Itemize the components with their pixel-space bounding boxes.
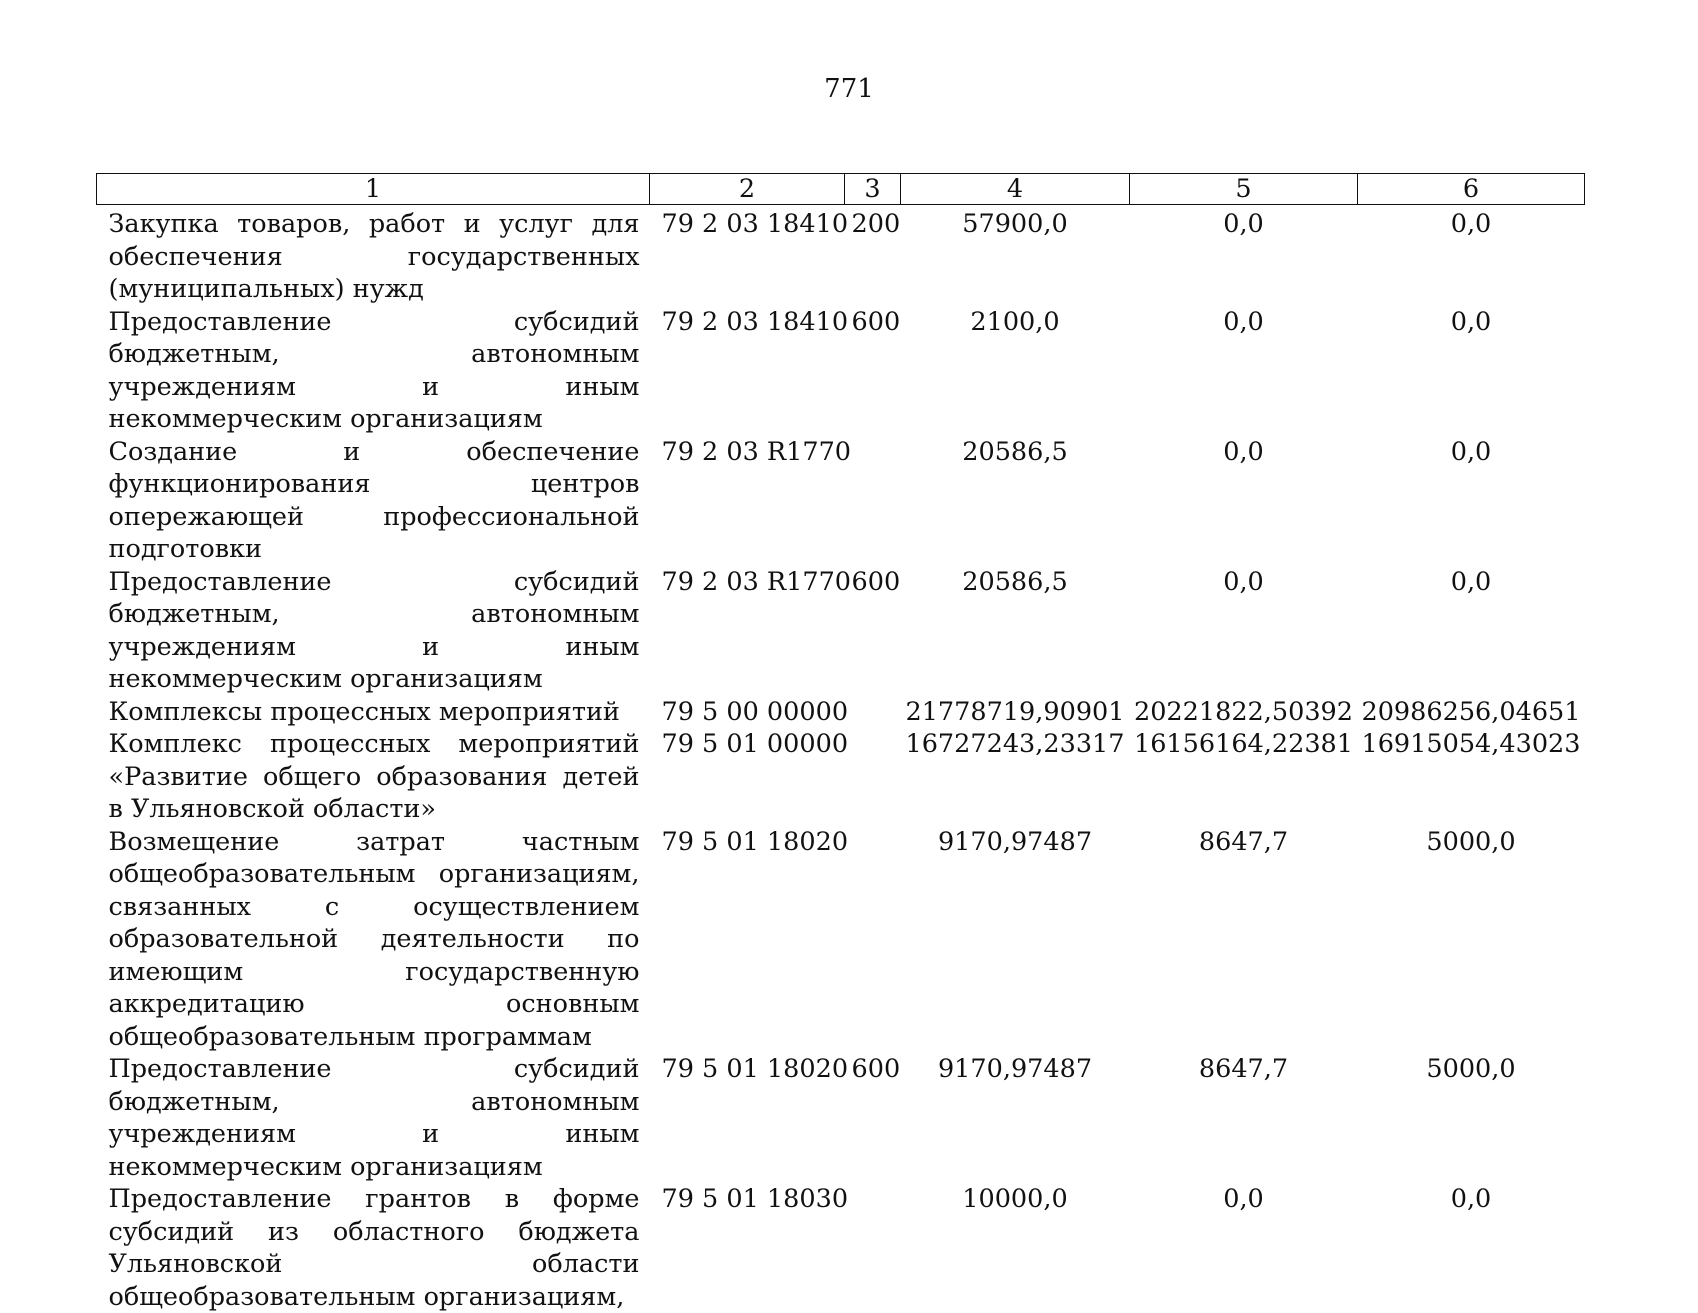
row-code: 79 2 03 R1770	[661, 566, 852, 597]
row-value-4: 2100,0	[970, 306, 1060, 337]
row-description: Комплексы процессных мероприятий	[108, 696, 620, 727]
row-value-4: 9170,97487	[937, 826, 1093, 857]
row-value-5: 0,0	[1223, 566, 1264, 597]
row-value-6: 16915054,43023	[1361, 729, 1581, 759]
table-row	[97, 205, 1585, 306]
row-value-5: 0,0	[1223, 436, 1264, 467]
page-number: 771	[824, 74, 874, 104]
row-vr: 600	[851, 566, 901, 597]
table-row	[97, 436, 1585, 566]
row-value-5: 0,0	[1223, 306, 1264, 337]
table-row	[97, 1183, 1585, 1313]
header-col-6: 6	[1358, 174, 1585, 205]
header-col-2: 2	[650, 174, 845, 205]
row-description: Предоставление грантов в форме субсидий из областного бюджета Ульяновской области общеобразовательным организациям,	[108, 1184, 640, 1312]
row-value-5: 20221822,50392	[1133, 696, 1354, 727]
row-value-6: 0,0	[1450, 436, 1492, 467]
row-vr	[845, 728, 901, 826]
header-col-5: 5	[1130, 174, 1358, 205]
row-value-4: 21778719,90901	[905, 696, 1125, 727]
table-row	[97, 728, 1585, 826]
table-row	[97, 306, 1585, 436]
table-row	[97, 696, 1585, 729]
row-value-6: 0,0	[1450, 209, 1492, 239]
row-value-5: 0,0	[1223, 209, 1264, 239]
row-value-6: 5000,0	[1426, 826, 1516, 857]
table-header-row	[97, 174, 1585, 205]
row-value-5: 8647,7	[1198, 1054, 1289, 1084]
row-value-5: 0,0	[1223, 1184, 1264, 1214]
header-col-1: 1	[97, 174, 650, 205]
row-vr	[845, 696, 901, 729]
budget-table	[96, 173, 1585, 1313]
row-value-6: 0,0	[1450, 1184, 1492, 1214]
row-value-4: 20586,5	[962, 566, 1068, 597]
row-code: 79 5 01 18020	[661, 1054, 849, 1084]
row-code: 79 5 01 00000	[661, 729, 849, 759]
row-value-5: 16156164,22381	[1133, 729, 1354, 759]
row-code: 79 2 03 R1770	[661, 436, 852, 467]
row-description: Комплекс процессных мероприятий «Развитие общего образования детей в Ульяновской области»	[108, 729, 640, 824]
row-value-4: 16727243,23317	[905, 729, 1125, 759]
row-value-4: 9170,97487	[937, 1054, 1093, 1084]
row-code: 79 5 01 18020	[661, 826, 849, 857]
table-row	[97, 826, 1585, 1054]
row-value-6: 0,0	[1450, 306, 1492, 337]
row-code: 79 2 03 18410	[661, 209, 849, 239]
row-value-6: 20986256,04651	[1361, 696, 1581, 727]
row-vr	[845, 826, 901, 1054]
row-vr: 600	[851, 1054, 901, 1084]
row-description: Предоставление субсидий бюджетным, автономным учреждениям и иным некоммерческим организациям	[108, 306, 640, 434]
row-vr: 200	[851, 209, 901, 239]
row-description: Закупка товаров, работ и услуг для обеспечения государственных (муниципальных) нужд	[108, 209, 640, 304]
row-description: Предоставление субсидий бюджетным, автономным учреждениям и иным некоммерческим организациям	[108, 1054, 640, 1182]
row-vr: 600	[851, 306, 901, 337]
header-col-3: 3	[845, 174, 901, 205]
row-code: 79 2 03 18410	[661, 306, 849, 337]
table-row	[97, 1053, 1585, 1183]
row-vr	[845, 1183, 901, 1313]
row-value-6: 0,0	[1450, 566, 1492, 597]
row-code: 79 5 01 18030	[661, 1184, 849, 1214]
row-description: Создание и обеспечение функционирования центров опережающей профессиональной подготовки	[108, 436, 640, 564]
row-vr	[845, 436, 901, 566]
row-value-6: 5000,0	[1426, 1054, 1516, 1084]
row-value-5: 8647,7	[1198, 826, 1289, 857]
row-value-4: 10000,0	[962, 1184, 1068, 1214]
row-value-4: 57900,0	[962, 209, 1068, 239]
row-code: 79 5 00 00000	[661, 696, 849, 727]
row-description: Предоставление субсидий бюджетным, автономным учреждениям и иным некоммерческим организациям	[108, 566, 640, 694]
header-col-4: 4	[901, 174, 1130, 205]
row-description: Возмещение затрат частным общеобразовательным организациям, связанных с осуществлением образовательной деятельности по имеющим государственную аккредитацию основным общеобразовательным программам	[108, 826, 640, 1052]
row-value-4: 20586,5	[962, 436, 1068, 467]
table-row	[97, 566, 1585, 696]
